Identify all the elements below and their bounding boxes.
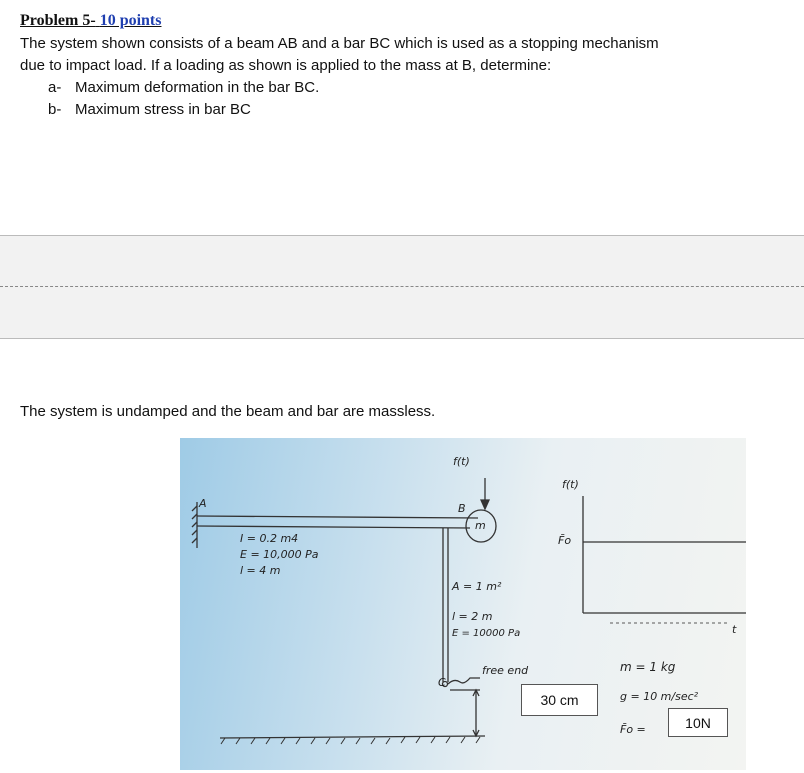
mass-label: m — [475, 519, 486, 532]
bar-E: E = 10000 Pa — [452, 628, 521, 639]
bar-l: l = 2 m — [452, 610, 493, 623]
mass-value: m = 1 kg — [620, 660, 676, 674]
beam-E: E = 10,000 Pa — [240, 548, 319, 561]
beam-bottom — [197, 526, 470, 528]
problem-points: 10 points — [99, 12, 162, 29]
beam-I: I = 0.2 m4 — [240, 532, 299, 545]
gravity-value: g = 10 m/sec² — [620, 690, 699, 703]
gap-value-box: 30 cm — [521, 684, 598, 716]
bar-A: A = 1 m² — [452, 580, 502, 593]
beam-top — [197, 516, 478, 518]
item-a-marker: a- — [48, 79, 62, 96]
beam-l: l = 4 m — [240, 564, 281, 577]
system-note: The system is undamped and the beam and bar are massless. — [20, 403, 436, 420]
problem-line-1: The system shown consists of a beam AB and a bar BC which is used as a stopping mechanism — [20, 35, 659, 52]
label-A: A — [199, 497, 207, 510]
free-end-leader — [448, 678, 480, 684]
graph-F0-label: F̄o — [558, 534, 572, 547]
problem-line-2: due to impact load. If a loading as shown is applied to the mass at B, determine: — [20, 57, 552, 74]
graph-y-label: f(t) — [562, 478, 579, 491]
F0-label: F̄o = — [620, 723, 646, 736]
free-end-label: free end — [482, 664, 529, 677]
problem-title — [20, 12, 161, 30]
force-label: f(t) — [453, 455, 470, 468]
item-b: Maximum stress in bar BC — [75, 101, 251, 118]
label-C: C — [438, 676, 446, 689]
item-b-marker: b- — [48, 101, 62, 118]
problem-label: Problem 5- — [20, 12, 96, 29]
graph-x-label: t — [732, 623, 737, 636]
wall-hatch — [192, 506, 197, 543]
F0-value-box: 10N — [668, 708, 728, 737]
label-B: B — [458, 502, 466, 515]
diagram-drawing — [180, 438, 746, 770]
problem-diagram — [180, 438, 746, 770]
page-break-band — [0, 235, 804, 339]
item-a: Maximum deformation in the bar BC. — [75, 79, 320, 96]
page-break-line — [0, 286, 804, 287]
ground — [220, 736, 485, 738]
